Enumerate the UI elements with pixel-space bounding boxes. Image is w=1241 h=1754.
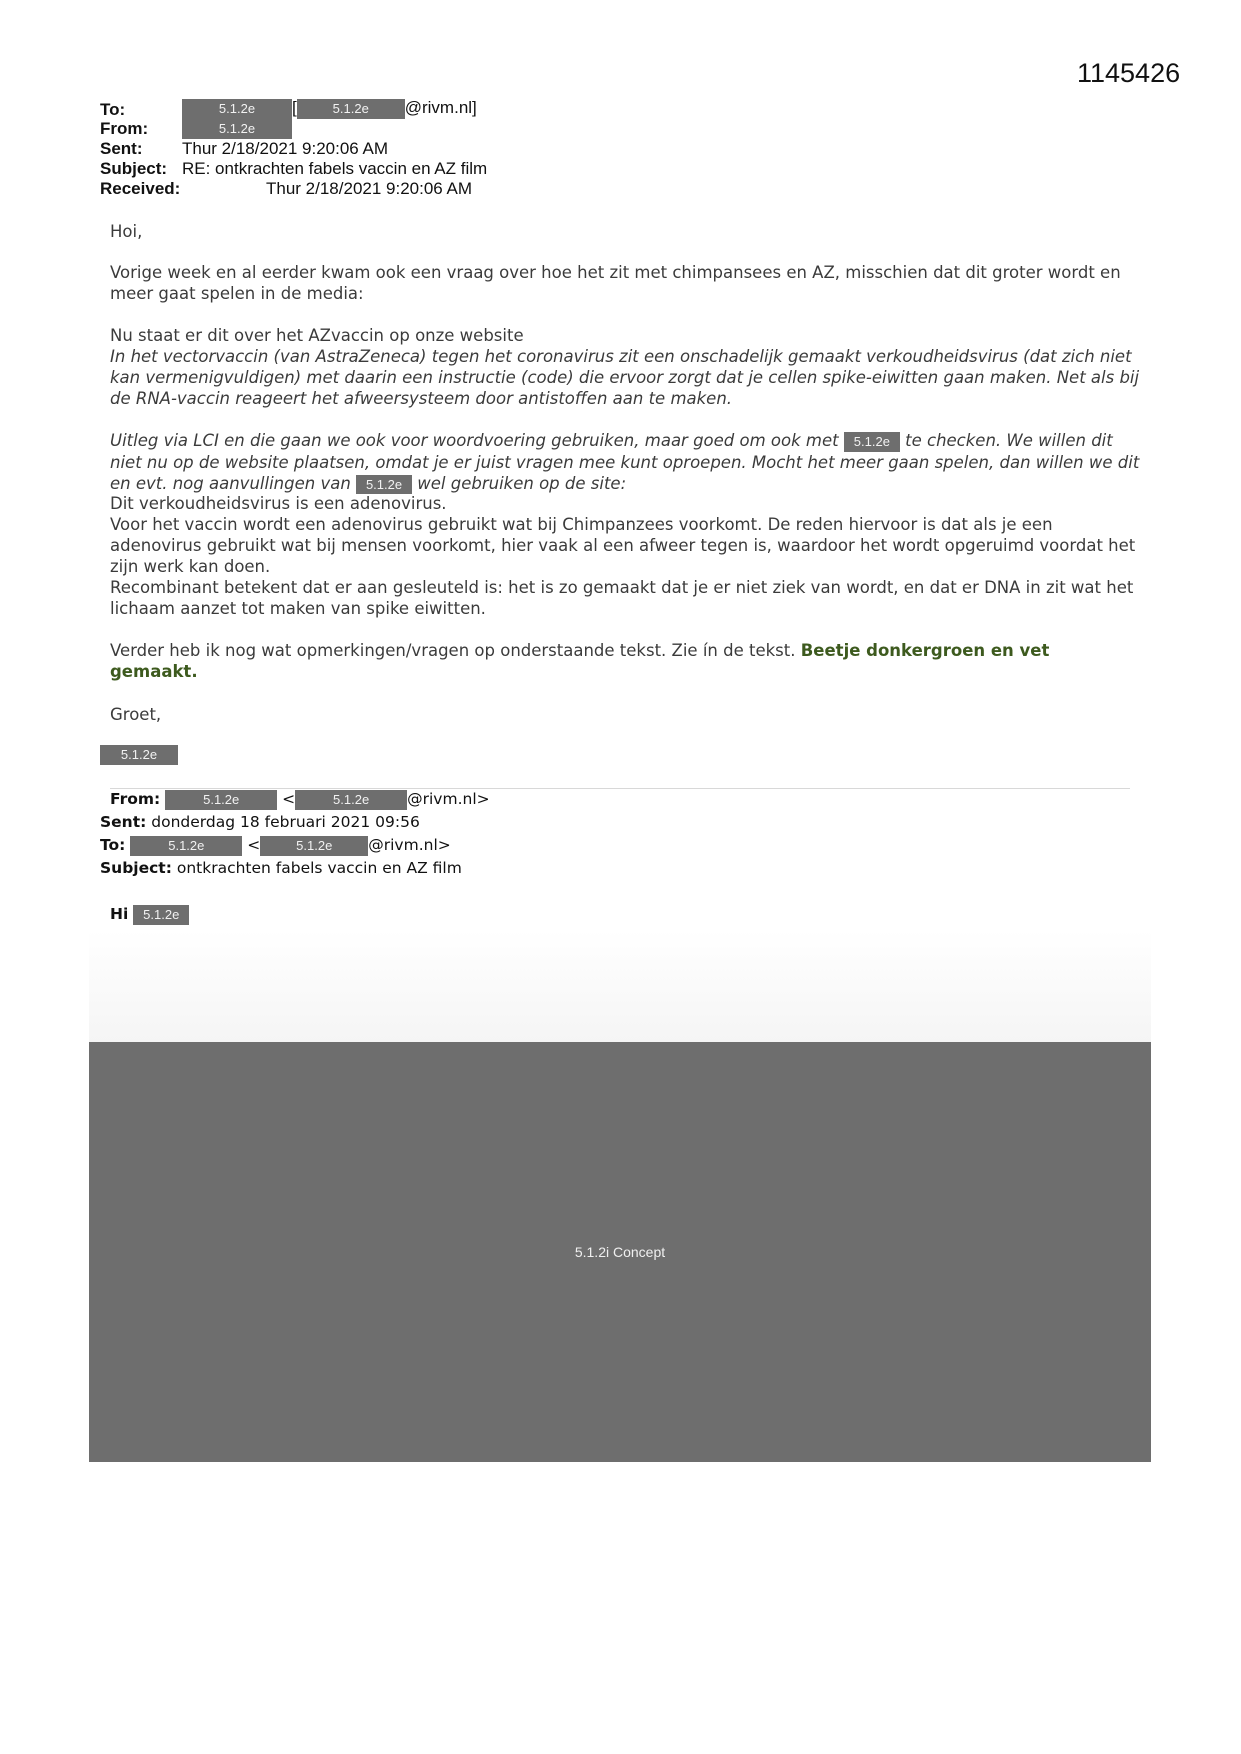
- received-value: Thur 2/18/2021 9:20:06 AM: [266, 179, 473, 198]
- closing: Groet,: [110, 705, 162, 724]
- adenovirus-line: Dit verkoudheidsvirus is een adenovirus.: [110, 494, 447, 513]
- recombinant-line: Recombinant betekent dat er aan gesleuteld is: het is zo gemaakt dat je er niet ziek van wordt, en dat er DNA in zit wat het lichaam aanzet tot maken van spike eiwitten.: [110, 578, 1134, 618]
- lci-text-c: wel gebruiken op de site:: [417, 473, 627, 493]
- lt-sign: <: [247, 836, 261, 854]
- redaction-box: 5.1.2e: [182, 119, 292, 139]
- subject-label: Subject:: [100, 159, 168, 178]
- forwarded-sent: [100, 813, 420, 831]
- to-label: To:: [100, 100, 126, 119]
- divider: [110, 788, 1130, 789]
- shaded-area: [89, 930, 1151, 1042]
- to-bracket: [: [292, 98, 297, 117]
- sent-value: Thur 2/18/2021 9:20:06 AM: [182, 139, 389, 158]
- concept-redaction: [89, 1042, 1151, 1462]
- forwarded-subject-value: ontkrachten fabels vaccin en AZ film: [176, 859, 462, 877]
- to-value: [182, 98, 477, 119]
- greeting: Hoi,: [110, 222, 143, 241]
- paragraph-2: [110, 325, 1140, 409]
- forwarded-to-label: To:: [100, 836, 126, 854]
- website-quote: In het vectorvaccin (van AstraZeneca) tegen het coronavirus zit een onschadelijk gemaakt verkoudheidsvirus (dat zich niet kan vermenigvuldigen) met daarin een instructie (code) die ervoor zorgt dat je cellen spike-eiwitten gaan maken. Net als bij de RNA-vaccin reageert het afweersysteem door antistoffen aan te maken.: [110, 347, 1140, 408]
- remarks-text: Verder heb ik nog wat opmerkingen/vragen op onderstaande tekst. Zie ín de tekst.: [110, 641, 796, 660]
- from-value: [182, 118, 292, 139]
- redaction-box: 5.1.2e: [165, 790, 277, 810]
- lci-text-a: Uitleg via LCI en die gaan we ook voor woordvoering gebruiken, maar goed om ook met: [110, 431, 839, 450]
- paragraph-1: Vorige week en al eerder kwam ook een vraag over hoe het zit met chimpansees en AZ, misschien dat dit groter wordt en meer gaat spelen in de media:: [110, 263, 1121, 303]
- forwarded-from-domain: @rivm.nl>: [407, 790, 490, 808]
- paragraph-4: [110, 493, 1140, 619]
- redaction-box: 5.1.2e: [844, 432, 900, 452]
- hi-text: Hi: [110, 905, 129, 923]
- paragraph-3: [110, 430, 1140, 494]
- forwarded-to: [100, 836, 451, 856]
- to-domain: @rivm.nl]: [404, 98, 477, 117]
- document-number: 1145426: [1077, 58, 1181, 88]
- received-label: Received:: [100, 179, 181, 198]
- redaction-box: 5.1.2e: [100, 745, 178, 765]
- lci-text-b: te checken. We willen dit niet nu op de website plaatsen, omdat je er juist vragen mee kunt oproepen. Mocht het meer gaan spelen, dan willen we dit en evt. nog aanvullingen van: [110, 431, 1140, 493]
- subject-value: RE: ontkrachten fabels vaccin en AZ film: [182, 159, 488, 178]
- paragraph-5: [110, 640, 1140, 682]
- sent-label: Sent:: [100, 139, 143, 158]
- forwarded-greeting: [110, 905, 189, 925]
- forwarded-from-label: From:: [110, 790, 161, 808]
- redaction-box: 5.1.2e: [295, 790, 407, 810]
- website-intro: Nu staat er dit over het AZvaccin op onze website: [110, 326, 524, 345]
- forwarded-to-domain: @rivm.nl>: [368, 836, 451, 854]
- forwarded-from: [110, 790, 490, 810]
- redaction-box: 5.1.2e: [130, 836, 242, 856]
- lt-sign: <: [282, 790, 296, 808]
- concept-redaction-label: 5.1.2i Concept: [574, 1244, 666, 1260]
- forwarded-sent-value: donderdag 18 februari 2021 09:56: [151, 813, 420, 831]
- from-label: From:: [100, 119, 149, 138]
- forwarded-subject: [100, 859, 462, 877]
- forwarded-subject-label: Subject:: [100, 859, 172, 877]
- redaction-box: 5.1.2e: [297, 99, 405, 119]
- forwarded-sent-label: Sent:: [100, 813, 147, 831]
- redaction-box: 5.1.2e: [133, 905, 189, 925]
- redaction-box: 5.1.2e: [356, 475, 412, 495]
- green-note: Beetje donkergroen en vet gemaakt.: [110, 641, 1050, 681]
- redaction-box: 5.1.2e: [260, 836, 368, 856]
- chimpanzee-line: Voor het vaccin wordt een adenovirus gebruikt wat bij Chimpanzees voorkomt. De reden hiervoor is dat als je een adenovirus gebruikt wat bij mensen voorkomt, hier vaak al een afweer tegen is, waardoor het wordt opgeruimd voordat het zijn werk kan doen.: [110, 515, 1136, 576]
- signature-redaction: [100, 745, 178, 765]
- redaction-box: 5.1.2e: [182, 99, 292, 119]
